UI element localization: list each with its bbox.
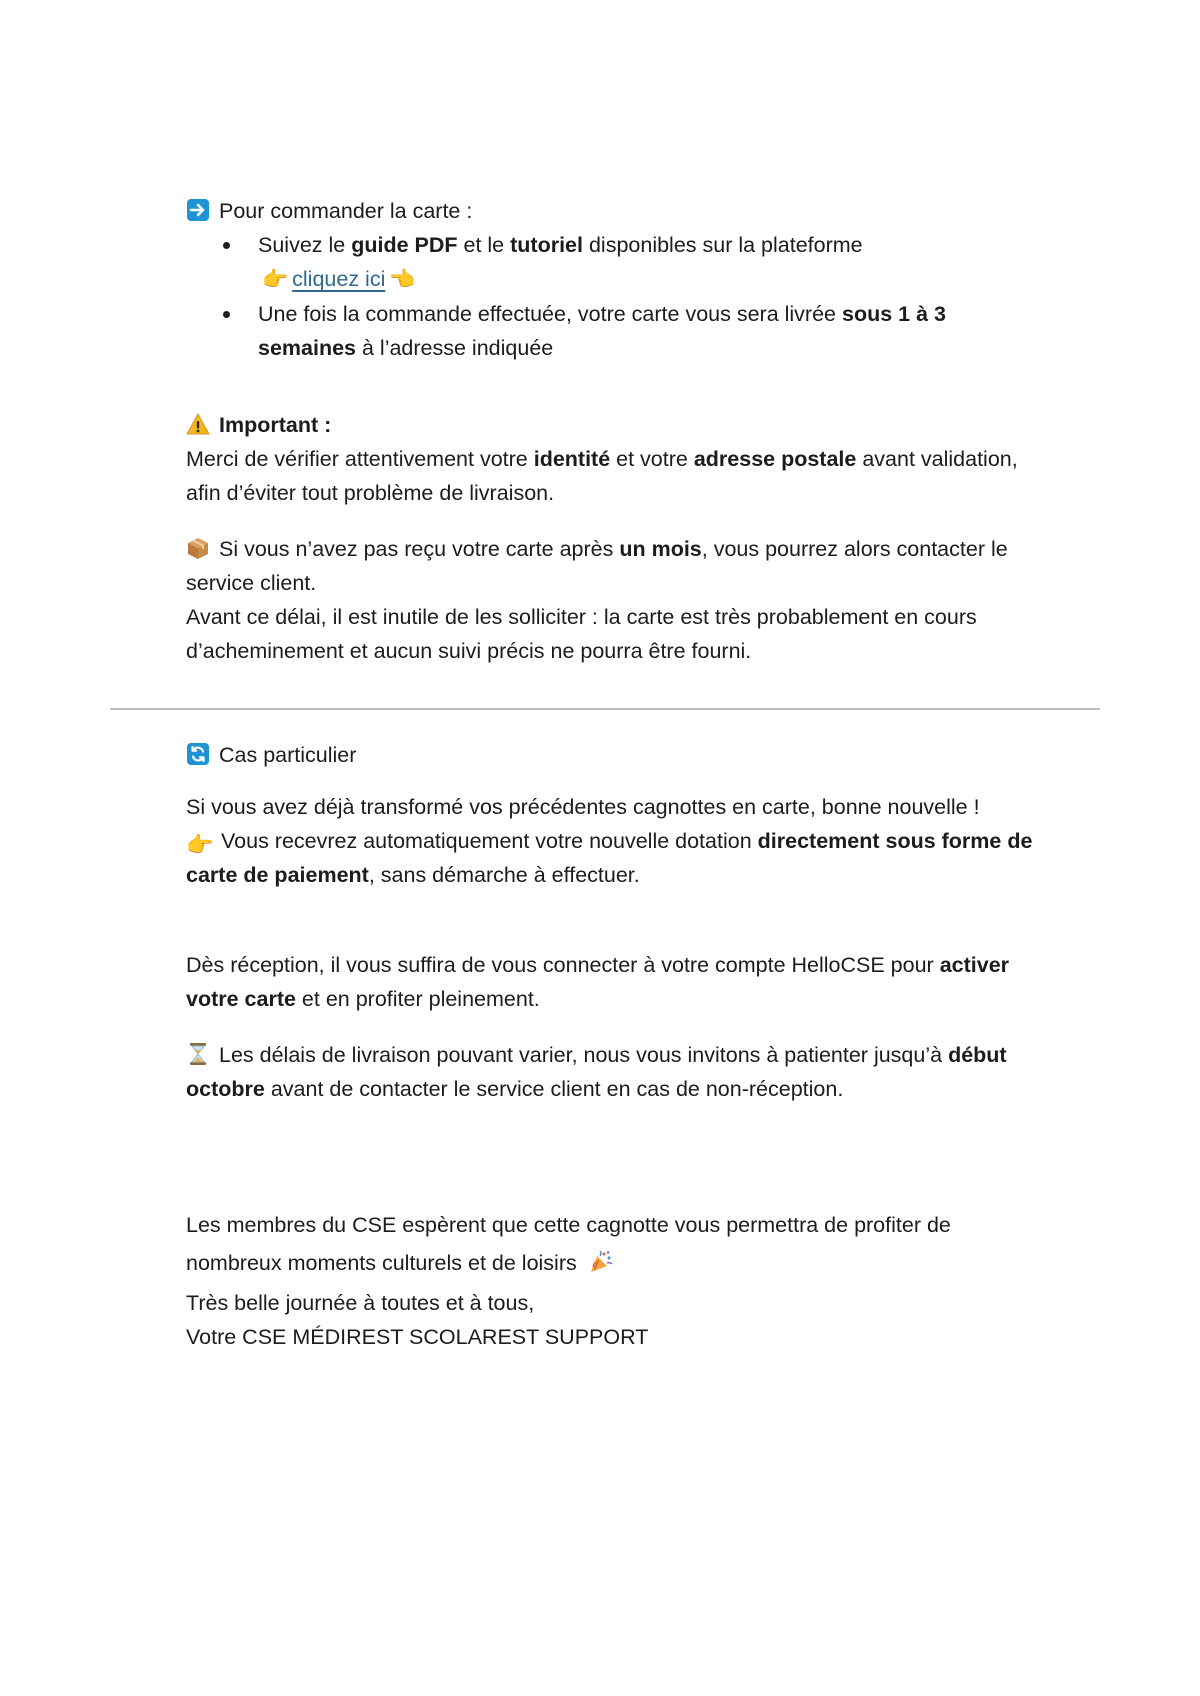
pointing-right-hand-icon: 👉: [262, 268, 289, 291]
pointing-right-hand-icon: 👉: [186, 832, 214, 857]
signature-block: [186, 1286, 1046, 1354]
order-steps-list: [186, 228, 1046, 365]
special-heading: Cas particulier: [186, 738, 1046, 772]
closing-paragraph: [186, 1206, 1046, 1282]
order-section: [186, 194, 1046, 365]
right-arrow-icon: [186, 198, 210, 222]
special-paragraph-3: Dès réception, il vous suffira de vous connecter à votre compte HelloCSE pour activer votre carte et en profiter pleinement.: [186, 953, 1010, 1011]
refresh-icon: [186, 742, 210, 766]
section-divider: [110, 708, 1100, 710]
list-item: Une fois la commande effectuée, votre carte vous sera livrée sous 1 à 3 semaines à l’adresse indiquée: [186, 297, 1046, 365]
delivery-text: Si vous n’avez pas reçu votre carte après un mois, vous pourrez alors contacter le service client. Avant ce délai, il est inutile de les solliciter : la carte est très probablement en cours d’acheminement et aucun suivi précis ne pourra être fourni.: [186, 537, 1008, 663]
delay-paragraph: [186, 1038, 1046, 1106]
important-heading: Important :: [186, 408, 1046, 442]
delivery-section: [186, 532, 1046, 668]
closing-text: Les membres du CSE espèrent que cette cagnotte vous permettra de profiter de nombreux moments culturels et de loisirs: [186, 1213, 951, 1275]
special-paragraph-1: Si vous avez déjà transformé vos précédentes cagnottes en carte, bonne nouvelle !: [186, 795, 980, 819]
important-text: Merci de vérifier attentivement votre identité et votre adresse postale avant validation, afin d’éviter tout problème de livraison.: [186, 447, 1018, 505]
package-icon: [186, 536, 210, 560]
special-paragraph-2: 👉 Vous recevrez automatiquement votre nouvelle dotation directement sous forme de carte de paiement, sans démarche à effectuer.: [186, 829, 1033, 887]
special-body: [186, 790, 1046, 892]
special-section: [186, 738, 1046, 772]
activation-paragraph: [186, 948, 1046, 1016]
greeting-line: Très belle journée à toutes et à tous,: [186, 1291, 535, 1315]
warning-icon: [186, 412, 210, 436]
special-paragraph-4: Les délais de livraison pouvant varier, nous vous invitons à patienter jusqu’à début octobre avant de contacter le service client en cas de non-réception.: [186, 1043, 1007, 1101]
hourglass-icon: [186, 1042, 210, 1066]
signature-line: Votre CSE MÉDIREST SCOLAREST SUPPORT: [186, 1325, 649, 1349]
list-item: Suivez le guide PDF et le tutoriel disponibles sur la plateforme 👉 cliquez ici 👈: [186, 228, 1046, 297]
order-heading: Pour commander la carte :: [186, 194, 1046, 228]
pointing-left-hand-icon: 👈: [389, 268, 416, 291]
order-guide-link[interactable]: cliquez ici: [292, 267, 386, 291]
important-section: [186, 408, 1046, 510]
party-popper-icon: [589, 1250, 613, 1274]
